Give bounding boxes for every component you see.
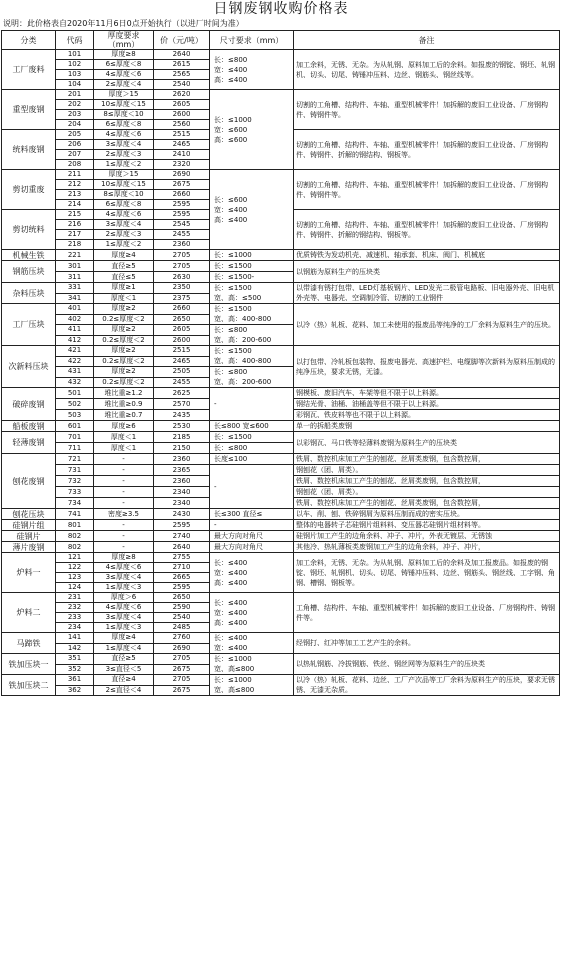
table-row <box>2 283 560 294</box>
code-cell: 214 <box>56 200 94 210</box>
price-cell: 2375 <box>154 293 210 304</box>
thickness-cell: 堆比重≥0.9 <box>94 399 154 410</box>
thickness-cell: 厚度≥4 <box>94 250 154 261</box>
code-cell: 401 <box>56 304 94 315</box>
thickness-cell: 2≤厚度＜4 <box>94 80 154 90</box>
size-cell: 长：≤1500 <box>210 432 294 443</box>
price-cell: 2705 <box>154 675 210 686</box>
table-header-row <box>2 31 560 50</box>
thickness-cell: 3≤厚度＜4 <box>94 140 154 150</box>
category-cell: 杂料压块 <box>2 283 56 304</box>
code-cell: 701 <box>56 432 94 443</box>
thickness-cell: 0.2≤厚度＜2 <box>94 335 154 346</box>
price-cell: 2540 <box>154 613 210 623</box>
price-cell: 2360 <box>154 240 210 250</box>
remark-cell: 以车、削、刨、铁碎钢屑为原料压制而成的密实压块。 <box>294 509 560 520</box>
category-cell: 重型废钢 <box>2 90 56 130</box>
remark-cell: 钢刨花（团、屑类）。 <box>294 487 560 498</box>
remark-cell: 加工余料，无锈、无杂。为从轧钢、原料加工后的余料及加工报废品。如报废的钢锭、钢坯、轧钢机、切头、切尾、铸锤冲压料、边丝、钢筋头、钢丝线、工字钢、角钢、槽钢、钢板等。 <box>294 553 560 593</box>
category-cell: 工厂压块 <box>2 304 56 346</box>
price-cell: 2600 <box>154 335 210 346</box>
price-cell: 2340 <box>154 487 210 498</box>
category-cell: 铁加压块一 <box>2 654 56 675</box>
thickness-cell: - <box>94 520 154 531</box>
code-cell: 141 <box>56 633 94 644</box>
thickness-cell: 0.2≤厚度＜2 <box>94 377 154 388</box>
table-row <box>2 553 560 563</box>
thickness-cell: 3≤直径＜5 <box>94 664 154 675</box>
remark-cell: 经钢打、红冲等加工工艺产生的余料。 <box>294 633 560 654</box>
header-size: 尺寸要求（mm） <box>210 31 294 50</box>
table-row <box>2 432 560 443</box>
thickness-cell: - <box>94 542 154 553</box>
price-cell: 2570 <box>154 399 210 410</box>
thickness-cell: 8≤厚度＜10 <box>94 190 154 200</box>
thickness-cell: 厚度≥2 <box>94 304 154 315</box>
category-cell: 马蹄铁 <box>2 633 56 654</box>
code-cell: 204 <box>56 120 94 130</box>
price-cell: 2185 <box>154 432 210 443</box>
code-cell: 601 <box>56 421 94 432</box>
table-body <box>2 50 560 696</box>
code-cell: 203 <box>56 110 94 120</box>
code-cell: 202 <box>56 100 94 110</box>
price-cell: 2675 <box>154 180 210 190</box>
size-cell: 长：≤400 宽：≤400 <box>210 633 294 654</box>
category-cell: 工厂废料 <box>2 50 56 90</box>
thickness-cell: 厚度≥8 <box>94 50 154 60</box>
remark-cell: 以热轧钢筋、冷拔钢筋、铁丝、钢丝网等为原料生产的压块类 <box>294 654 560 675</box>
price-cell: 2360 <box>154 476 210 487</box>
category-cell: 剪切重废 <box>2 170 56 210</box>
thickness-cell: 厚度≥8 <box>94 553 154 563</box>
code-cell: 234 <box>56 623 94 633</box>
page-title: 日钢废钢收购价格表 <box>213 1 349 17</box>
price-cell: 2740 <box>154 531 210 542</box>
remark-cell: 工角槽、结构件、车轴、重型机械零件！如拆解的废旧工业设备、厂房钢构件、铸钢件等。 <box>294 593 560 633</box>
thickness-cell: 1≤厚度＜2 <box>94 240 154 250</box>
code-cell: 422 <box>56 356 94 367</box>
price-cell: 2605 <box>154 100 210 110</box>
remark-cell: 以带漆有锈打包带、LED灯基板钢片、LED发光二极管电路板、旧电器外壳、旧电机外壳等、电器壳、空调制冷管、切割的工业钢件 <box>294 283 560 304</box>
code-cell: 212 <box>56 180 94 190</box>
code-cell: 734 <box>56 498 94 509</box>
code-cell: 731 <box>56 465 94 476</box>
size-cell: - <box>210 465 294 509</box>
price-cell: 2600 <box>154 110 210 120</box>
code-cell: 341 <box>56 293 94 304</box>
category-cell: 机械生铁 <box>2 250 56 261</box>
thickness-cell: 1≤厚度＜3 <box>94 623 154 633</box>
size-cell: - <box>210 388 294 421</box>
category-cell: 船板废钢 <box>2 421 56 432</box>
code-cell: 103 <box>56 70 94 80</box>
category-cell: 统料废钢 <box>2 130 56 170</box>
table-row <box>2 170 560 180</box>
thickness-cell: 厚度＜1 <box>94 432 154 443</box>
thickness-cell: 10≤厚度＜15 <box>94 180 154 190</box>
price-cell: 2560 <box>154 120 210 130</box>
code-cell: 142 <box>56 643 94 654</box>
table-row <box>2 542 560 553</box>
size-cell: 长：≤600 宽：≤400 高：≤400 <box>210 170 294 250</box>
remark-cell: 以彩钢瓦、马口铁等轻薄料废钢为原料生产的压块类 <box>294 432 560 454</box>
price-cell: 2660 <box>154 190 210 200</box>
table-row <box>2 454 560 465</box>
header-category: 分类 <box>2 31 56 50</box>
size-cell: 最大方向对角尺 <box>210 542 294 553</box>
thickness-cell: 2≤厚度＜3 <box>94 150 154 160</box>
notice-text: 说明：此价格表自2020年11月6日0点开始执行（以进厂时间为准） <box>3 19 244 28</box>
thickness-cell: - <box>94 531 154 542</box>
price-cell: 2640 <box>154 542 210 553</box>
price-cell: 2620 <box>154 90 210 100</box>
remark-cell: 钢刨花（团、屑类）。 <box>294 465 560 476</box>
remark-cell: 以冷（热）轧板、花料、边丝、工厂产次品等工厂余料为原料生产的压块，要求无锈锈、无漆无杂质。 <box>294 675 560 696</box>
price-cell: 2705 <box>154 250 210 261</box>
code-cell: 311 <box>56 272 94 283</box>
thickness-cell: 4≤厚度＜6 <box>94 563 154 573</box>
table-row <box>2 388 560 399</box>
size-cell: 长：≤1500- <box>210 272 294 283</box>
price-cell: 2710 <box>154 563 210 573</box>
remark-cell: 铁屑、数控机床加工产生的刨花、丝屑类废钢，包含数控屑， <box>294 454 560 465</box>
thickness-cell: 厚度≥2 <box>94 325 154 336</box>
price-cell: 2705 <box>154 261 210 272</box>
price-cell: 2760 <box>154 633 210 644</box>
table-row <box>2 509 560 520</box>
code-cell: 233 <box>56 613 94 623</box>
code-cell: 721 <box>56 454 94 465</box>
code-cell: 741 <box>56 509 94 520</box>
remark-cell: 加工余料，无锈、无杂。为从轧钢、原料加工后的余料。如报废的钢锭、钢坯、轧钢机、切头、切尾、铸锤冲压料、边丝、钢筋头、钢丝线等。 <box>294 50 560 90</box>
code-cell: 101 <box>56 50 94 60</box>
header-thickness: 厚度要求（mm） <box>94 31 154 50</box>
price-cell: 2435 <box>154 410 210 421</box>
code-cell: 503 <box>56 410 94 421</box>
code-cell: 331 <box>56 283 94 294</box>
code-cell: 352 <box>56 664 94 675</box>
thickness-cell: 直径≥5 <box>94 654 154 665</box>
code-cell: 122 <box>56 563 94 573</box>
category-cell: 炉料二 <box>2 593 56 633</box>
remark-cell: 彩钢瓦、铁皮料等也不限于以上料源。 <box>294 410 560 421</box>
remark-cell: 以冷（热）轧板、花料、加工未使用的报废品等纯净的工厂余料为原料生产的压块。 <box>294 304 560 346</box>
price-cell: 2465 <box>154 140 210 150</box>
category-cell: 硅钢片组 <box>2 520 56 531</box>
price-cell: 2650 <box>154 593 210 603</box>
code-cell: 218 <box>56 240 94 250</box>
category-cell: 刨花废钢 <box>2 454 56 509</box>
remark-cell: 其他冷、热轧薄板类废钢加工产生的边角余料，冲子、冲片， <box>294 542 560 553</box>
thickness-cell: 厚度＞15 <box>94 170 154 180</box>
code-cell: 217 <box>56 230 94 240</box>
code-cell: 711 <box>56 443 94 454</box>
price-cell: 2430 <box>154 509 210 520</box>
size-cell: 长：≤1500 <box>210 261 294 272</box>
code-cell: 216 <box>56 220 94 230</box>
thickness-cell: - <box>94 476 154 487</box>
size-cell: 长：≤800 宽：≤400 高：≤400 <box>210 50 294 90</box>
remark-cell: 硅钢片加工产生的边角余料、冲子、冲片，外表无镀层、无锈蚀 <box>294 531 560 542</box>
price-cell: 2360 <box>154 454 210 465</box>
price-cell: 2545 <box>154 220 210 230</box>
remark-cell: 切割的工角槽、结构件、车轴、重型机械零件！加拆解的废旧工业设备、厂房钢构件、铸钢件等。 <box>294 90 560 130</box>
category-cell: 炉料一 <box>2 553 56 593</box>
category-cell: 次新料压块 <box>2 346 56 388</box>
table-row <box>2 531 560 542</box>
table-row <box>2 90 560 100</box>
thickness-cell: 3≤厚度＜4 <box>94 573 154 583</box>
remark-cell: 以钢筋为原料生产的压块类 <box>294 261 560 283</box>
size-cell: 长：≤1000 宽、高≤800 <box>210 654 294 675</box>
thickness-cell: 厚度≥2 <box>94 367 154 378</box>
table-row <box>2 465 560 476</box>
code-cell: 206 <box>56 140 94 150</box>
size-cell: 长：≤1500 宽、高：≤500 <box>210 283 294 304</box>
thickness-cell: 10≤厚度＜15 <box>94 100 154 110</box>
price-cell: 2590 <box>154 603 210 613</box>
header-remark: 备注 <box>294 31 560 50</box>
thickness-cell: 0.2≤厚度＜2 <box>94 356 154 367</box>
table-row <box>2 654 560 665</box>
thickness-cell: 堆比重≥1.2 <box>94 388 154 399</box>
thickness-cell: 4≤厚度＜6 <box>94 70 154 80</box>
thickness-cell: 厚度＞6 <box>94 593 154 603</box>
price-cell: 2515 <box>154 346 210 357</box>
code-cell: 431 <box>56 367 94 378</box>
code-cell: 124 <box>56 583 94 593</box>
price-cell: 2455 <box>154 377 210 388</box>
price-cell: 2565 <box>154 70 210 80</box>
thickness-cell: 厚度≥6 <box>94 421 154 432</box>
thickness-cell: 0.2≤厚度＜2 <box>94 314 154 325</box>
thickness-cell: 2≤厚度＜3 <box>94 230 154 240</box>
code-cell: 301 <box>56 261 94 272</box>
thickness-cell: 厚度≥4 <box>94 633 154 644</box>
size-cell: 长度≤100 <box>210 454 294 465</box>
thickness-cell: 4≤厚度＜6 <box>94 603 154 613</box>
category-cell: 轻薄废钢 <box>2 432 56 454</box>
price-cell: 2595 <box>154 520 210 531</box>
size-cell: 长：≤800 宽、高：200-600 <box>210 367 294 388</box>
size-cell: 长≤800 宽≤600 <box>210 421 294 432</box>
table-row <box>2 675 560 686</box>
size-cell: 长≤300 直径≤ <box>210 509 294 520</box>
code-cell: 201 <box>56 90 94 100</box>
thickness-cell: 8≤厚度＜10 <box>94 110 154 120</box>
price-cell: 2640 <box>154 50 210 60</box>
price-cell: 2455 <box>154 230 210 240</box>
table-row <box>2 421 560 432</box>
thickness-cell: 4≤厚度＜6 <box>94 130 154 140</box>
code-cell: 421 <box>56 346 94 357</box>
price-cell: 2505 <box>154 367 210 378</box>
code-cell: 432 <box>56 377 94 388</box>
code-cell: 412 <box>56 335 94 346</box>
header-price: 价（元/吨） <box>154 31 210 50</box>
remark-cell: 切割的工角槽、结构件、车轴、重型机械零件！加拆解的废旧工业设备、厂房钢构件、铸钢件、折解的钢结构、钢板等。 <box>294 210 560 250</box>
thickness-cell: - <box>94 465 154 476</box>
code-cell: 104 <box>56 80 94 90</box>
table-row <box>2 261 560 272</box>
price-cell: 2690 <box>154 643 210 654</box>
size-cell: 长：≤400 宽：≤400 高：≤400 <box>210 593 294 633</box>
price-cell: 2665 <box>154 573 210 583</box>
code-cell: 215 <box>56 210 94 220</box>
price-cell: 2340 <box>154 498 210 509</box>
thickness-cell: - <box>94 487 154 498</box>
code-cell: 733 <box>56 487 94 498</box>
price-cell: 2690 <box>154 170 210 180</box>
size-cell: 长：≤400 宽：≤400 高：≤400 <box>210 553 294 593</box>
price-cell: 2595 <box>154 200 210 210</box>
thickness-cell: 厚度≥2 <box>94 346 154 357</box>
price-cell: 2595 <box>154 583 210 593</box>
remark-cell: 切割的工角槽、结构件、车轴、重型机械零件！加拆解的废旧工业设备、厂房钢构件、铸钢件、折解的钢结构、钢板等。 <box>294 130 560 170</box>
size-cell: 长：≤1000 <box>210 250 294 261</box>
price-cell: 2675 <box>154 664 210 675</box>
remark-cell: 铁屑、数控机床加工产生的刨花、丝屑类废钢，包含数控屑， <box>294 498 560 509</box>
price-cell: 2625 <box>154 388 210 399</box>
price-cell: 2755 <box>154 553 210 563</box>
category-cell: 剪切统料 <box>2 210 56 250</box>
remark-cell: 单一的拆船类废钢 <box>294 421 560 432</box>
code-cell: 121 <box>56 553 94 563</box>
code-cell: 802 <box>56 531 94 542</box>
price-cell: 2365 <box>154 465 210 476</box>
table-row <box>2 304 560 315</box>
size-cell: 长：≤800 宽、高：200-600 <box>210 325 294 346</box>
price-cell: 2675 <box>154 685 210 696</box>
code-cell: 123 <box>56 573 94 583</box>
table-row <box>2 633 560 644</box>
thickness-cell: 直径≥5 <box>94 261 154 272</box>
size-cell: 长：≤1000 宽：≤600 高：≤600 <box>210 90 294 170</box>
remark-cell: 钢模板、废旧汽车、车架等但不限于以上料源。 <box>294 388 560 399</box>
thickness-cell: 3≤厚度＜4 <box>94 613 154 623</box>
header-code: 代码 <box>56 31 94 50</box>
thickness-cell: 厚度＞15 <box>94 90 154 100</box>
remark-cell: 以打包带、冷轧板包装物、报废电器壳、高速护栏、电缆脚等次新料为原料压制成的纯净压块，要求无锈，无漆。 <box>294 346 560 388</box>
price-cell: 2660 <box>154 304 210 315</box>
thickness-cell: 2≤直径＜4 <box>94 685 154 696</box>
thickness-cell: 6≤厚度＜8 <box>94 120 154 130</box>
price-cell: 2540 <box>154 80 210 90</box>
size-cell: - <box>210 520 294 531</box>
category-cell: 硅钢片 <box>2 531 56 542</box>
thickness-cell: - <box>94 498 154 509</box>
price-cell: 2530 <box>154 421 210 432</box>
price-cell: 2410 <box>154 150 210 160</box>
code-cell: 502 <box>56 399 94 410</box>
category-cell: 钢筋压块 <box>2 261 56 283</box>
size-cell: 最大方向对角尺 <box>210 531 294 542</box>
thickness-cell: 1≤厚度＜3 <box>94 583 154 593</box>
code-cell: 802 <box>56 542 94 553</box>
thickness-cell: 厚度≥1 <box>94 283 154 294</box>
thickness-cell: 6≤厚度＜8 <box>94 200 154 210</box>
size-cell: 长：≤1500 宽、高：400-800 <box>210 346 294 367</box>
size-cell: 长：≤1000 宽、高≤800 <box>210 675 294 696</box>
code-cell: 351 <box>56 654 94 665</box>
category-cell: 铁加压块二 <box>2 675 56 696</box>
price-cell: 2650 <box>154 314 210 325</box>
code-cell: 501 <box>56 388 94 399</box>
price-cell: 2595 <box>154 210 210 220</box>
code-cell: 207 <box>56 150 94 160</box>
table-row <box>2 50 560 60</box>
category-cell: 刨花压块 <box>2 509 56 520</box>
thickness-cell: 6≤厚度＜8 <box>94 60 154 70</box>
code-cell: 732 <box>56 476 94 487</box>
category-cell: 薄片废钢 <box>2 542 56 553</box>
thickness-cell: 直径≤5 <box>94 272 154 283</box>
code-cell: 213 <box>56 190 94 200</box>
price-cell: 2485 <box>154 623 210 633</box>
code-cell: 362 <box>56 685 94 696</box>
table-row <box>2 346 560 357</box>
code-cell: 411 <box>56 325 94 336</box>
thickness-cell: 密度≥3.5 <box>94 509 154 520</box>
code-cell: 232 <box>56 603 94 613</box>
code-cell: 208 <box>56 160 94 170</box>
table-row <box>2 520 560 531</box>
thickness-cell: 1≤厚度＜2 <box>94 160 154 170</box>
thickness-cell: 3≤厚度＜4 <box>94 220 154 230</box>
table-row <box>2 250 560 261</box>
price-cell: 2350 <box>154 283 210 294</box>
remark-cell: 整体的电器转子芯硅钢片组料料、变压器芯硅钢片组材料等。 <box>294 520 560 531</box>
code-cell: 361 <box>56 675 94 686</box>
code-cell: 801 <box>56 520 94 531</box>
thickness-cell: 厚度＜1 <box>94 443 154 454</box>
thickness-cell: - <box>94 454 154 465</box>
price-cell: 2465 <box>154 356 210 367</box>
thickness-cell: 堆比重≥0.7 <box>94 410 154 421</box>
price-cell: 2615 <box>154 60 210 70</box>
table-row <box>2 593 560 603</box>
code-cell: 211 <box>56 170 94 180</box>
remark-cell: 铁屑、数控机床加工产生的刨花、丝屑类废钢，包含数控屑， <box>294 476 560 487</box>
price-cell: 2630 <box>154 272 210 283</box>
category-cell: 破碎废钢 <box>2 388 56 421</box>
remark-cell: 切割的工角槽、结构件、车轴、重型机械零件！加拆解的废旧工业设备、厂房钢构件、铸钢件等。 <box>294 170 560 210</box>
code-cell: 402 <box>56 314 94 325</box>
code-cell: 102 <box>56 60 94 70</box>
thickness-cell: 1≤厚度＜4 <box>94 643 154 654</box>
price-cell: 2320 <box>154 160 210 170</box>
code-cell: 205 <box>56 130 94 140</box>
price-cell: 2705 <box>154 654 210 665</box>
price-cell: 2515 <box>154 130 210 140</box>
thickness-cell: 厚度＜1 <box>94 293 154 304</box>
code-cell: 231 <box>56 593 94 603</box>
price-cell: 2605 <box>154 325 210 336</box>
code-cell: 221 <box>56 250 94 261</box>
price-table <box>1 30 560 696</box>
thickness-cell: 4≤厚度＜6 <box>94 210 154 220</box>
remark-cell: 优质铸铁为发动机壳、减速机、轴承套、机床、阀门、机械底 <box>294 250 560 261</box>
remark-cell: 钢结光骨、油桶、油桶盖等但不限于以上料源。 <box>294 399 560 410</box>
thickness-cell: 直径≥4 <box>94 675 154 686</box>
size-cell: 长：≤1500 宽、高：400-800 <box>210 304 294 325</box>
price-cell: 2150 <box>154 443 210 454</box>
size-cell: 长：≤800 <box>210 443 294 454</box>
